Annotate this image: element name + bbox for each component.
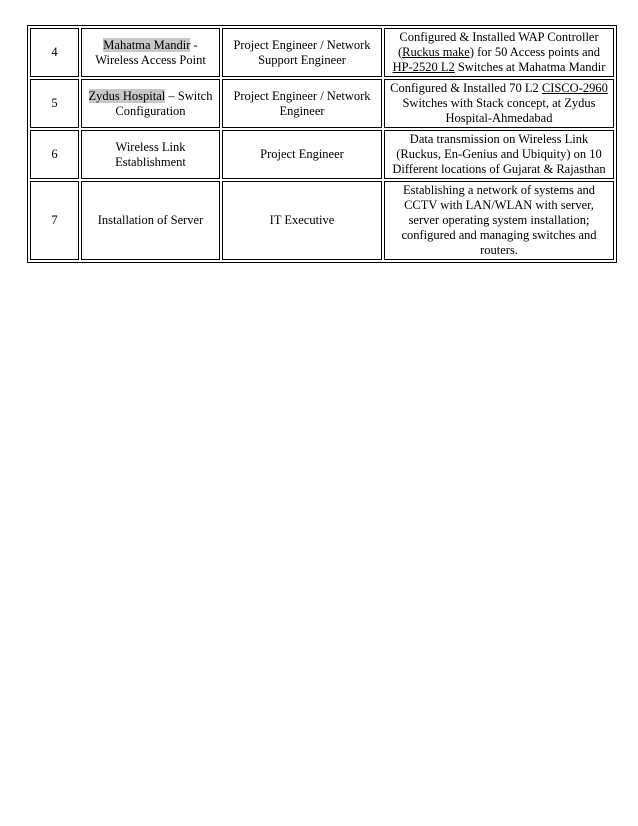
description-cell bbox=[384, 28, 614, 77]
project-name-text: - bbox=[190, 37, 198, 52]
description-cell bbox=[384, 79, 614, 128]
description-cell: Data transmission on Wireless Link (Ruckus, En-Genius and Ubiquity) on 10 Different locations of Gujarat & Rajasthan bbox=[384, 130, 614, 179]
table-row bbox=[30, 181, 614, 260]
description-underlined: HP-2520 L2 bbox=[392, 60, 455, 74]
description-underlined: CISCO-2960 bbox=[541, 81, 608, 95]
role-cell: IT Executive bbox=[222, 181, 382, 260]
row-number: 7 bbox=[30, 181, 79, 260]
project-name-highlight: Mahatma Mandir bbox=[103, 37, 191, 52]
role-cell: Project Engineer / Network Support Engineer bbox=[222, 28, 382, 77]
description-cell: Establishing a network of systems and CCTV with LAN/WLAN with server, server operating system installation; configured and managing switches and routers. bbox=[384, 181, 614, 260]
role-cell: Project Engineer / Network Engineer bbox=[222, 79, 382, 128]
project-name-text: Wireless Access Point bbox=[95, 52, 206, 67]
project-name-text: – Switch Configuration bbox=[115, 88, 213, 118]
role-cell: Project Engineer bbox=[222, 130, 382, 179]
project-name-cell: Installation of Server bbox=[81, 181, 220, 260]
project-name-cell bbox=[81, 79, 220, 128]
table-row bbox=[30, 130, 614, 179]
description-text: Switches with Stack concept, at Zydus Hospital-Ahmedabad bbox=[402, 96, 596, 125]
description-text: ) for 50 Access points and bbox=[469, 45, 601, 59]
row-number: 5 bbox=[30, 79, 79, 128]
project-name-highlight: Zydus Hospital bbox=[88, 88, 166, 103]
table-row bbox=[30, 79, 614, 128]
description-text: Configured & Installed 70 L2 bbox=[390, 81, 542, 95]
row-number: 6 bbox=[30, 130, 79, 179]
row-number: 4 bbox=[30, 28, 79, 77]
projects-table bbox=[27, 25, 617, 263]
description-text: Configured & Installed WAP Controller ( bbox=[397, 30, 599, 59]
project-name-cell bbox=[81, 28, 220, 77]
description-underlined: Ruckus make bbox=[402, 45, 470, 59]
table-row bbox=[30, 28, 614, 77]
project-name-cell: Wireless Link Establishment bbox=[81, 130, 220, 179]
description-text: Switches at Mahatma Mandir bbox=[454, 60, 606, 74]
